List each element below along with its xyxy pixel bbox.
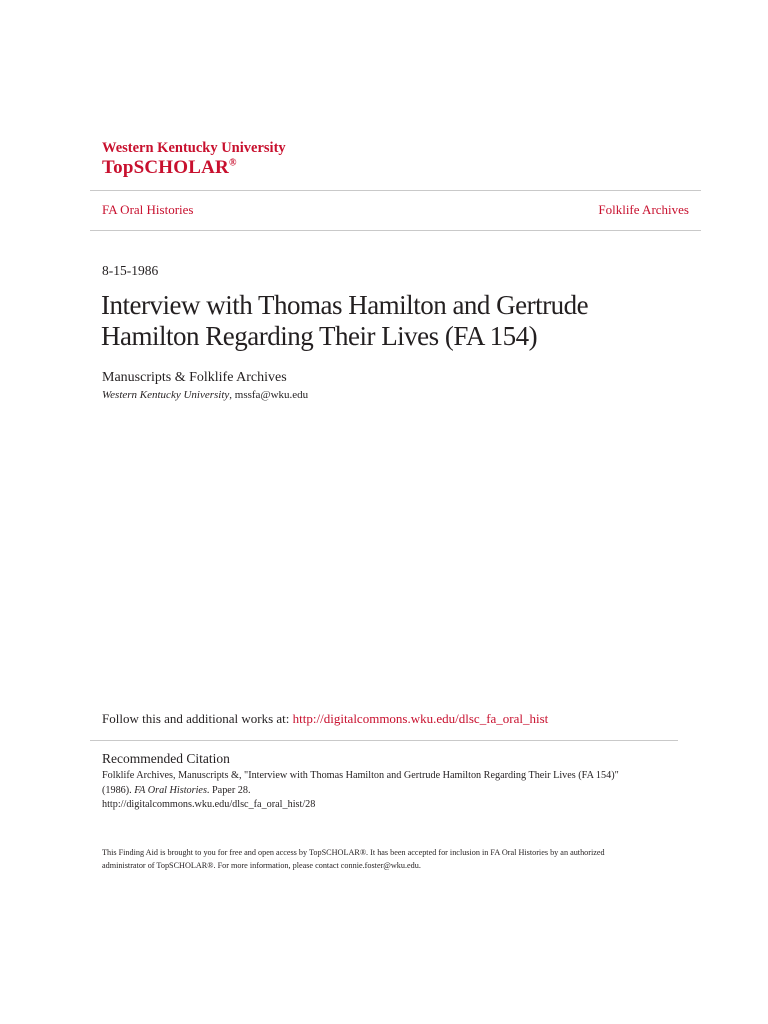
follow-label: Follow this and additional works at: xyxy=(102,711,293,726)
citation-heading: Recommended Citation xyxy=(102,751,230,766)
author-affiliation xyxy=(102,389,308,401)
citation-paper: . Paper 28. xyxy=(206,784,251,796)
citation-year: (1986). xyxy=(102,784,135,796)
series-link[interactable]: FA Oral Histories xyxy=(102,202,194,217)
registered-mark: ® xyxy=(228,157,237,169)
follow-line xyxy=(102,711,548,727)
document-date: 8-15-1986 xyxy=(102,263,159,278)
affiliation-email: , mssfa@wku.edu xyxy=(229,389,309,401)
citation-line-1: Folklife Archives, Manuscripts &, "Interview with Thomas Hamilton and Gertrude Hamilton Regarding Their Lives (FA 154)" xyxy=(102,770,619,781)
document-author: Manuscripts & Folklife Archives xyxy=(102,370,287,385)
repository-brand[interactable] xyxy=(102,157,237,179)
citation-series: FA Oral Histories xyxy=(134,784,207,796)
brand-text: TopSCHOLAR xyxy=(102,157,229,178)
document-title: Interview with Thomas Hamilton and Gertrude Hamilton Regarding Their Lives (FA 154) xyxy=(101,290,589,351)
archive-link[interactable]: Folklife Archives xyxy=(598,202,689,217)
notice-line-2: administrator of TopSCHOLAR®. For more information, please contact connie.foster@wku.edu. xyxy=(102,861,421,870)
university-name: Western Kentucky University xyxy=(102,140,286,156)
access-notice xyxy=(102,846,682,872)
citation-text xyxy=(102,769,682,813)
collection-url-link[interactable]: http://digitalcommons.wku.edu/dlsc_fa_oral_hist xyxy=(292,711,549,726)
affiliation-institution: Western Kentucky University xyxy=(102,389,230,401)
citation-line-2 xyxy=(102,784,682,799)
top-divider xyxy=(90,190,701,191)
nav-divider xyxy=(90,230,701,231)
citation-divider xyxy=(90,740,678,741)
notice-line-1: This Finding Aid is brought to you for free and open access by TopSCHOLAR®. It has been accepted for inclusion in FA Oral Histories by an authorized xyxy=(102,848,605,857)
citation-url[interactable]: http://digitalcommons.wku.edu/dlsc_fa_oral_hist/28 xyxy=(102,799,316,810)
